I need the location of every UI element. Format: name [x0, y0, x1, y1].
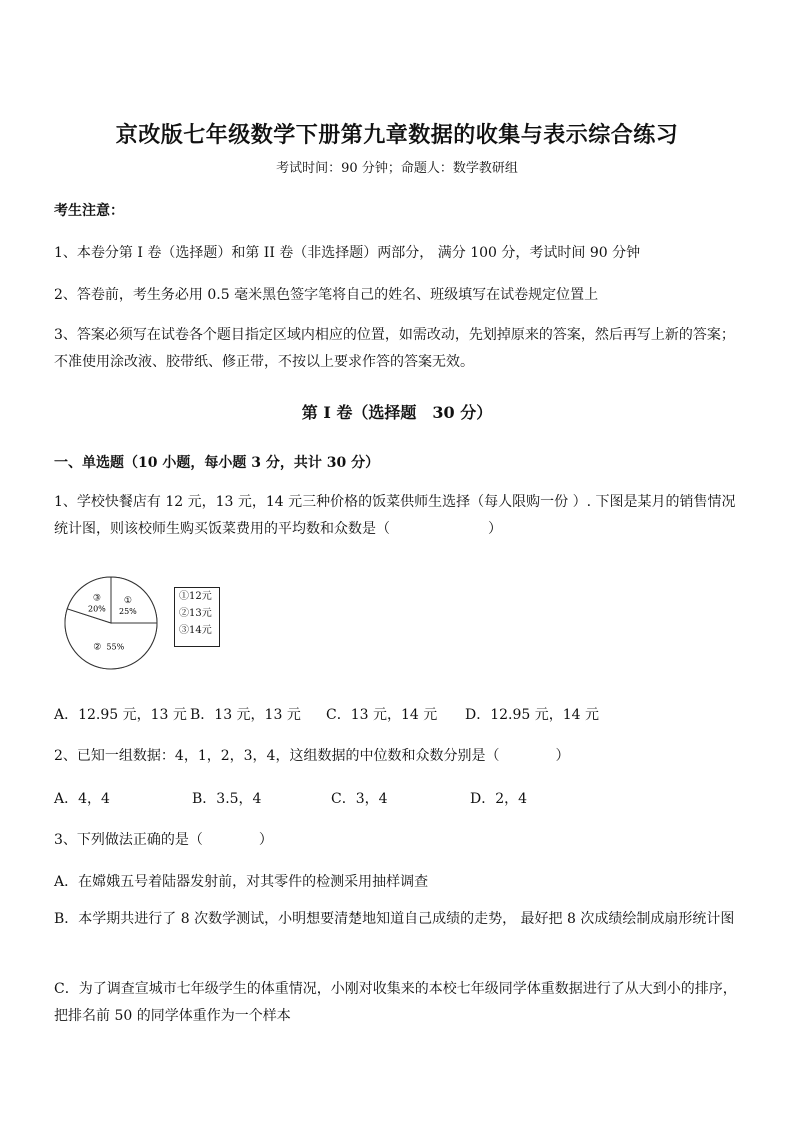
- question-2-options: [54, 788, 527, 808]
- question-3-option-b[interactable]: B．本学期共进行了 8 次数学测试，小明想要清楚地知道自己成绩的走势， 最好把 8 次成绩绘制成扇形统计图: [54, 911, 735, 927]
- legend-item-2: ②13元: [179, 608, 212, 619]
- question-3-option-c[interactable]: C．为了调查宣城市七年级学生的体重情况，小刚对收集来的本校七年级同学体重数据进行了从大到小的排序，把排名前 50 的同学体重作为一个样本: [54, 981, 737, 1024]
- exam-title: 京改版七年级数学下册第九章数据的收集与表示综合练习: [115, 122, 679, 148]
- exam-subtitle: 考试时间：90 分钟；命题人：数学教研组: [276, 161, 518, 176]
- notice-item-2: 2、答卷前，考生务必用 0.5 毫米黑色签字笔将自己的姓名、班级填写在试卷规定位置上: [54, 287, 599, 303]
- option-a[interactable]: A．12.95 元，13 元: [54, 707, 187, 723]
- question-2-stem: 2、已知一组数据：4，1，2，3，4，这组数据的中位数和众数分别是（ ）: [54, 748, 570, 764]
- question-3-stem: 3、下列做法正确的是（ ）: [54, 832, 273, 848]
- legend-item-3: ③14元: [179, 625, 212, 636]
- pie-slice-label-3: 20%: [88, 604, 106, 614]
- question-1-stem: 1、学校快餐店有 12 元，13 元，14 元三种价格的饭菜供师生选择（每人限购一份 ）. 下图是某月的销售情况统计图，则该校师生购买饭菜费用的平均数和众数是（ ）: [54, 494, 736, 537]
- notice-item-3: 3、答案必须写在试卷各个题目指定区域内相应的位置，如需改动，先划掉原来的答案，然后再写上新的答案；不准使用涂改液、胶带纸、修正带，不按以上要求作答的答案无效。: [54, 327, 735, 370]
- pie-legend: [174, 587, 220, 647]
- pie-slice-label-1: 25%: [119, 607, 137, 617]
- option-c[interactable]: C．13 元，14 元: [326, 707, 438, 723]
- pie-slice-label-2: 55%: [106, 642, 125, 652]
- option-d[interactable]: D．12.95 元，14 元: [465, 707, 600, 723]
- notice-item-1: 1、本卷分第 I 卷（选择题）和第 II 卷（非选择题）两部分， 满分 100 分，考试时间 90 分钟: [54, 245, 641, 261]
- option-a[interactable]: A．4，4: [54, 791, 110, 807]
- notice-heading: 考生注意：: [54, 203, 124, 219]
- question-1-options: [54, 704, 599, 724]
- pie-chart: [56, 568, 166, 678]
- pie-slice-marker-2: ②: [93, 642, 102, 653]
- part-heading: 一、单选题（10 小题，每小题 3 分，共计 30 分）: [54, 455, 380, 471]
- option-d[interactable]: D．2，4: [470, 791, 528, 807]
- option-b[interactable]: B．13 元，13 元: [190, 707, 301, 723]
- option-b[interactable]: B．3.5，4: [192, 791, 262, 807]
- section-title: 第 I 卷（选择题 30 分）: [301, 403, 493, 422]
- legend-item-1: ①12元: [179, 591, 212, 602]
- pie-slice-marker-3: ③: [92, 593, 101, 604]
- question-3-option-a[interactable]: A．在嫦娥五号着陆器发射前，对其零件的检测采用抽样调查: [54, 874, 429, 890]
- option-c[interactable]: C．3，4: [331, 791, 388, 807]
- pie-slice-marker-1: ①: [123, 596, 132, 607]
